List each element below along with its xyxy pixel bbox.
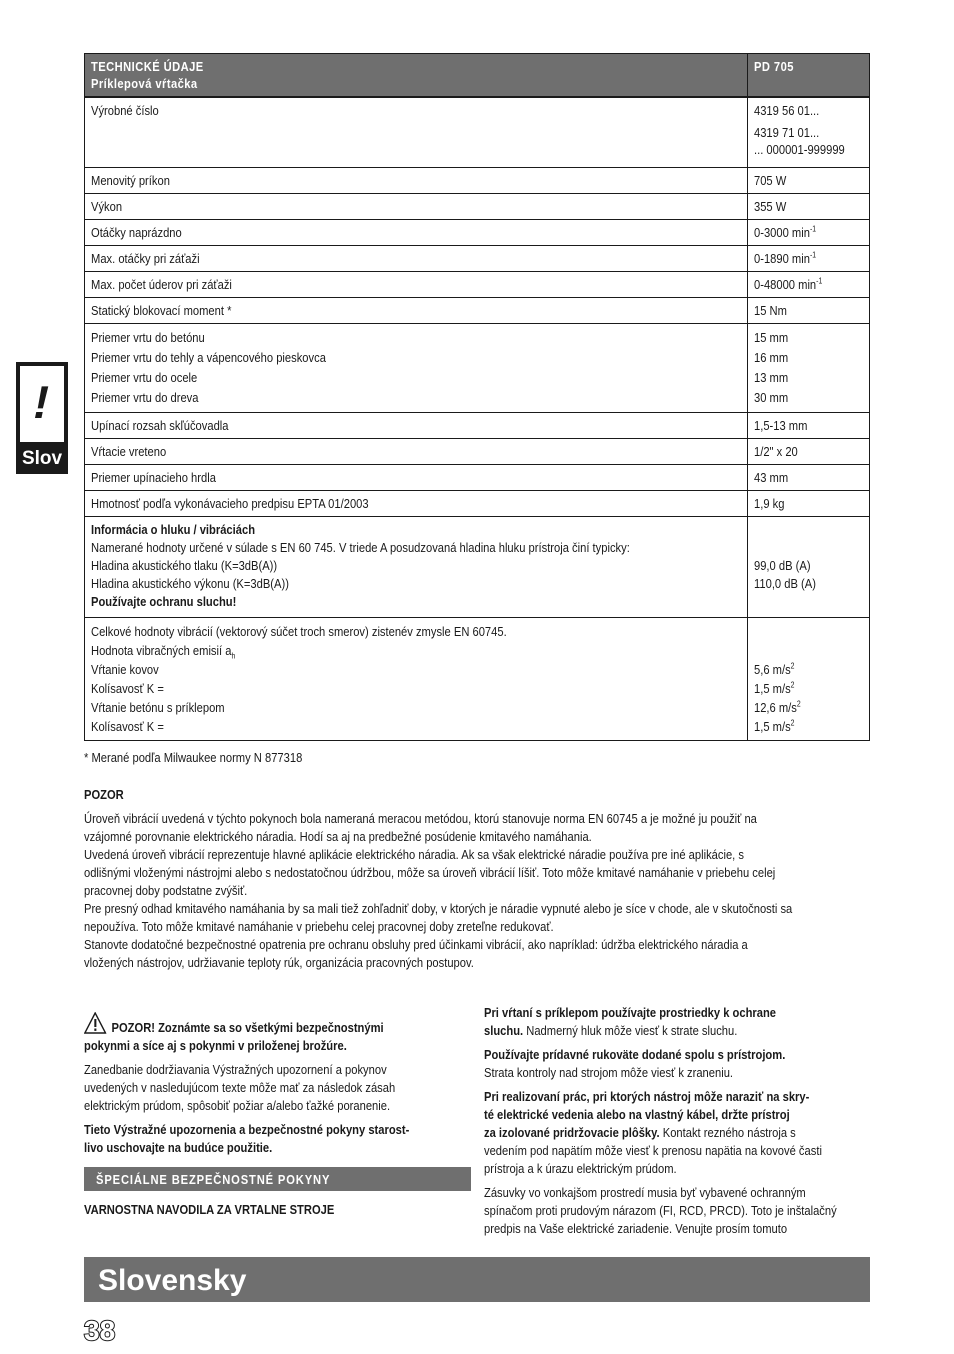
row-value: 15 Nm [754,302,787,318]
row-label: Výkon [91,198,123,214]
table-title: TECHNICKÉ ÚDAJE [91,59,204,74]
row-value: 4319 71 01... [754,125,820,140]
row-value: 0-48000 min [754,276,817,292]
right-column [484,1004,884,1244]
text-line: vedením pod napätím môže viesť k prenosu napätia na kovové časti [484,1143,822,1158]
table-row [85,412,870,438]
noise-text: Hladina akustického výkonu (K=3dB(A)) [91,575,289,591]
vibration-text: Hodnota vibračných emisií a [91,642,232,658]
text-line: Uvedená úroveň vibrácií reprezentuje hlavné aplikácie elektrického náradia. Ak sa však elektrické náradie používa pre iné aplikácie, s [84,847,744,862]
row-value: 13 mm [754,369,789,385]
row-value: 0-1890 min [754,250,810,266]
row-label: Upínací rozsah skľúčovadla [91,417,229,433]
pozor-heading: POZOR [84,787,124,802]
table-row [85,193,870,219]
warning-text: POZOR! Zoznámte sa so všetkými bezpečnostnými [111,1020,384,1035]
text-line: elektrickým prúdom, spôsobiť požiar a/alebo ťažké poranenie. [84,1098,391,1113]
row-label: Výrobné číslo [91,103,159,118]
vibration-text: Kolísavosť K = [91,718,164,734]
noise-info-row [85,516,870,617]
text-line: nepoužíva. Toto môže kmitavé namáhanie v priebehu celej pracovnej doby zreteľne redukovať. [84,919,554,934]
unit-exponent: 2 [790,680,795,690]
row-label: Menovitý príkon [91,172,170,188]
text-normal: Kontakt rezného nástroja s [659,1125,796,1140]
vibration-info-row [85,617,870,740]
row-label: Priemer vrtu do ocele [91,369,198,385]
safety-warning [84,1012,474,1055]
text-line: Zanedbanie dodržiavania Výstražných upozornení a pokynov [84,1062,387,1077]
text-line: Používajte prídavné rukoväte dodané spolu s prístrojom. [484,1047,786,1062]
warning-text: pokynmi a síce aj s pokynmi v priloženej brožúre. [84,1038,347,1053]
paragraph [484,1088,884,1178]
table-row [85,490,870,516]
language-side-tab [16,362,68,474]
row-label: Otáčky naprázdno [91,224,182,240]
unit-exponent: 2 [790,718,795,728]
text-line: vzájomné porovnanie elektrického náradia. Hodí sa aj na predbežné posúdenie kmitavého namáhania. [84,829,592,844]
text-line: odlišnými vloženými nástrojmi alebo s nedostatočnou údržbou, môže sa úroveň vibrácií líšiť. Toto môže kmitavé namáhanie v priebehu celej [84,865,776,880]
row-label: Priemer vrtu do betónu [91,329,205,345]
row-value: 0-3000 min [754,224,810,240]
row-value: 4319 56 01... [754,103,820,118]
text-bold: sluchu. [484,1023,524,1038]
row-value: 16 mm [754,349,789,365]
table-row [85,323,870,412]
text-line: Pri realizovaní prác, pri ktorých nástroj môže naraziť na skry- [484,1089,810,1104]
row-label: Priemer upínacieho hrdla [91,469,216,485]
row-label: Max. počet úderov pri záťaži [91,276,232,292]
noise-text: Hladina akustického tlaku (K=3dB(A)) [91,557,278,573]
row-value: 355 W [754,198,787,214]
text-line: Stanovte dodatočné bezpečnostné opatrenia pre ochranu obsluhy pred účinkami vibrácií, ako napríklad: údržba elektrického náradia a [84,937,748,952]
table-row [85,271,870,297]
text-line: Pri vŕtaní s príklepom používajte prostriedky k ochrane [484,1005,777,1020]
row-value: 15 mm [754,329,789,345]
table-row [85,97,870,167]
noise-value: 110,0 dB (A) [754,575,816,591]
left-column [84,1012,474,1163]
row-label: Hmotnosť podľa vykonávacieho predpisu EPTA 01/2003 [91,495,369,511]
text-line: Úroveň vibrácií uvedená v týchto pokynoch bola nameraná meracou metódou, ktorú stanovuje norma EN 60745 a je možné ju použiť na [84,811,757,826]
table-row [85,297,870,323]
warning-triangle-icon [84,1012,106,1034]
hearing-protection-note: Používajte ochranu sluchu! [91,593,237,609]
row-label: Priemer vrtu do tehly a vápencového pieskovca [91,349,326,365]
unit-exponent: -1 [809,224,817,234]
row-value: 43 mm [754,469,789,485]
text-line: uvedených v nasledujúcom texte môže mať za následok zásah [84,1080,396,1095]
language-banner: Slovensky [84,1257,870,1302]
noise-text: Namerané hodnoty určené v súlade s EN 60 745. V triede A posudzovaná hladina hluku prístroja činí typicky: [91,539,630,555]
vibration-value: 1,5 m/s [754,718,791,734]
text-line: predpis na Vaše elektrické zariadenie. Venujte prosím tomuto [484,1221,788,1236]
noise-title: Informácia o hluku / vibráciách [91,521,256,537]
section-heading: ŠPECIÁLNE BEZPEČNOSTNÉ POKYNY [84,1167,471,1191]
row-label: Statický blokovací moment * [91,302,232,318]
text-line: pracovnej doby podstatne zvýšiť. [84,883,248,898]
table-header-row [85,54,870,98]
vibration-value: 5,6 m/s [754,661,791,677]
text-line: Strata kontroly nad strojom môže viesť k zraneniu. [484,1065,734,1080]
row-value: 1/2" x 20 [754,443,798,459]
vibration-text: Kolísavosť K = [91,680,164,696]
side-tab-label: Slov [21,448,63,469]
text-line: Tieto Výstražné upozornenia a bezpečnostné pokyny starost- [84,1122,410,1137]
pozor-paragraph [84,810,954,972]
model-name: PD 705 [754,59,794,74]
technical-data-table [84,53,870,741]
table-subtitle: Príklepová vŕtačka [91,76,198,91]
table-footnote: * Merané podľa Milwaukee normy N 877318 [84,750,303,765]
unit-exponent: 2 [796,699,801,709]
subheading: VARNOSTNA NAVODILA ZA VRTALNE STROJE [84,1202,335,1217]
table-row [85,245,870,271]
text-line: té elektrické vedenia alebo na vlastný kábel, držte prístroj [484,1107,790,1122]
text-line: Zásuvky vo vonkajšom prostredí musia byť vybavené ochranným [484,1185,806,1200]
page-number: 38 [84,1315,116,1346]
table-row [85,438,870,464]
vibration-text: Celkové hodnoty vibrácií (vektorový súčet troch smerov) zistenév zmysle EN 60745. [91,623,507,639]
row-label: Max. otáčky pri záťaži [91,250,200,266]
unit-exponent: -1 [816,276,823,286]
vibration-text: Vŕtanie betónu s príklepom [91,699,225,715]
paragraph [484,1184,884,1238]
vibration-text: Vŕtanie kovov [91,661,159,677]
row-value: 705 W [754,172,787,188]
row-label: Vŕtacie vreteno [91,443,167,459]
exclamation-icon: ! [28,376,55,428]
unit-exponent: -1 [809,250,817,260]
text-line: prístroja a k úrazu elektrickým prúdom. [484,1161,677,1176]
paragraph [484,1046,884,1082]
text-line: vložených nástrojov, udržiavanie teploty rúk, organizácia pracovných postupov. [84,955,474,970]
row-value: 1,5-13 mm [754,417,808,433]
paragraph [84,1061,474,1115]
row-value: ... 000001-999999 [754,142,845,157]
text-bold: za izolované pridržovacie plôšky. [484,1125,660,1140]
text-normal: Nadmerný hluk môže viesť k strate sluchu. [523,1023,738,1038]
row-value: 1,9 kg [754,495,785,511]
subscript: h [231,651,236,661]
table-row [85,464,870,490]
paragraph [484,1004,884,1040]
text-line: Pre presný odhad kmitavého namáhania by sa mali tiež zohľadniť doby, v ktorých je náradie vypnuté alebo je síce v chode, ale v skutočnosti sa [84,901,793,916]
row-label: Priemer vrtu do dreva [91,389,199,405]
text-line: livo uschovajte na budúce použitie. [84,1140,273,1155]
vibration-value: 1,5 m/s [754,680,791,696]
unit-exponent: 2 [790,661,795,671]
row-value: 30 mm [754,389,789,405]
table-row [85,167,870,193]
table-row [85,219,870,245]
vibration-value: 12,6 m/s [754,699,797,715]
paragraph [84,1121,474,1157]
noise-value: 99,0 dB (A) [754,557,811,573]
text-line: spínačom proti prudovým nárazom (FI, RCD, PRCD). Toto je inštalačný [484,1203,837,1218]
